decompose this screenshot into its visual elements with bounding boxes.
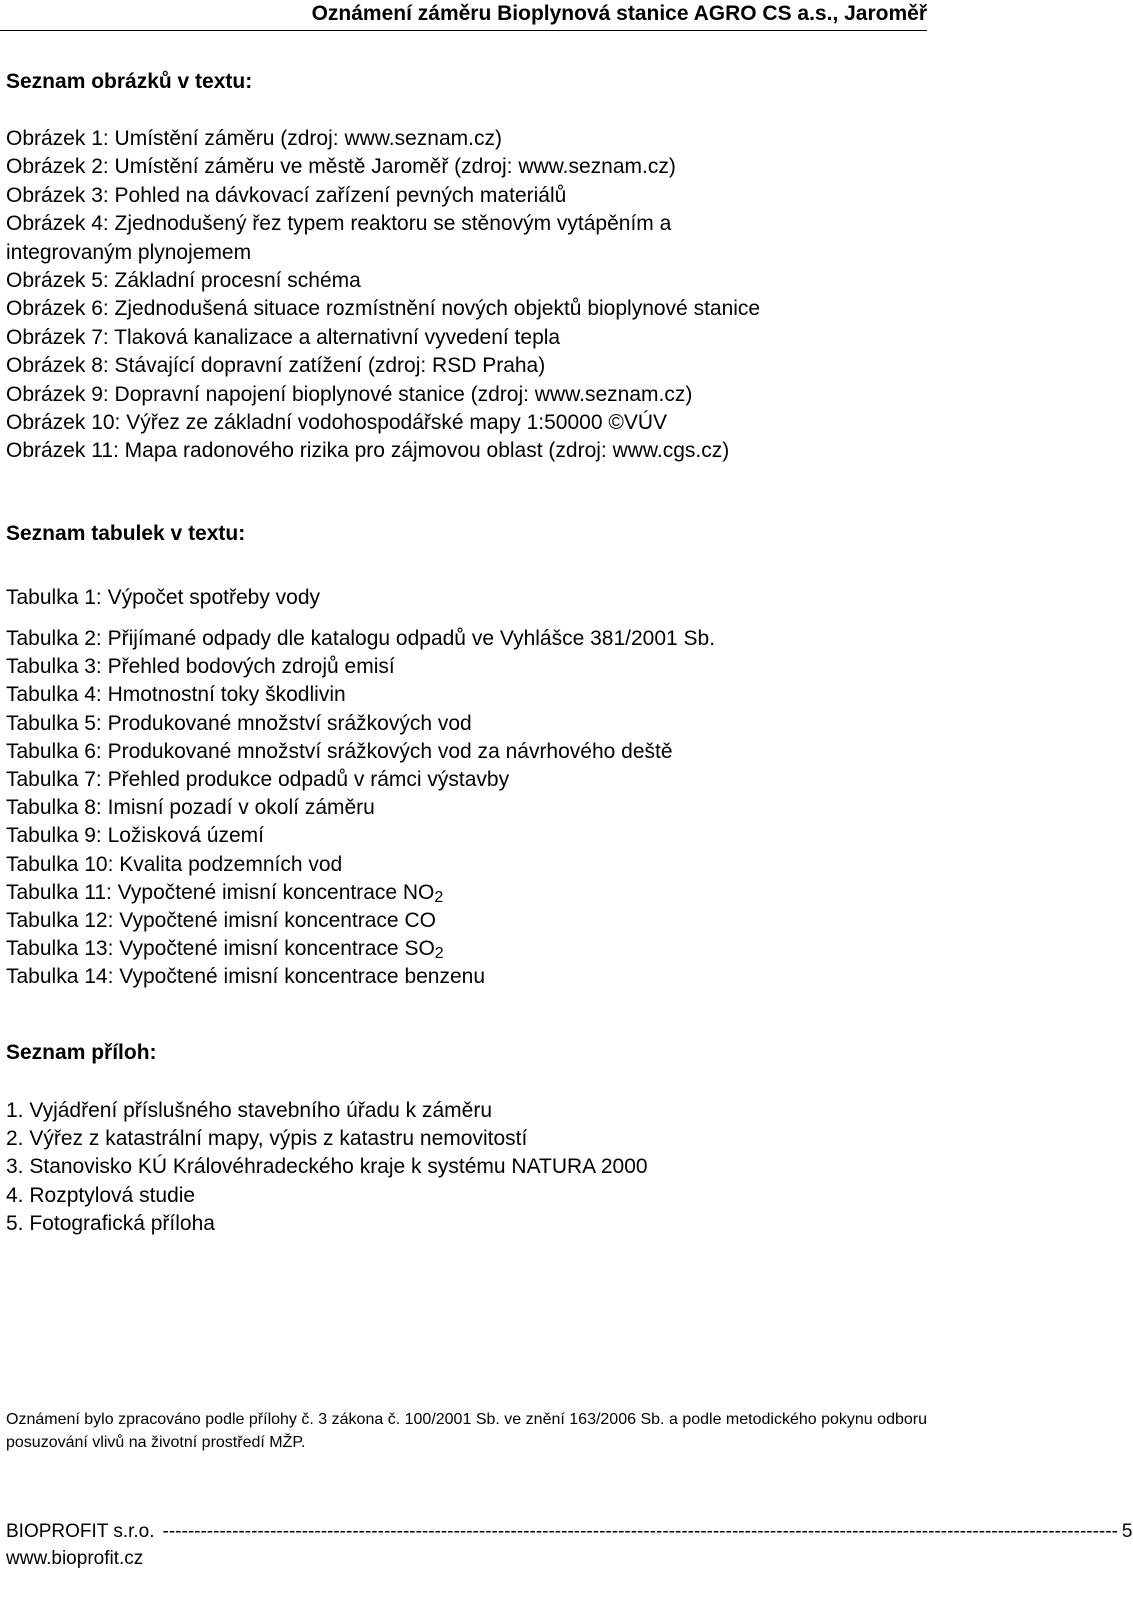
list-item-text: Tabulka 13: Vypočtené imisní koncentrace SO: [6, 937, 435, 961]
list-item: Obrázek 1: Umístění záměru (zdroj: www.seznam.cz): [6, 127, 502, 150]
list-item: Tabulka 14: Vypočtené imisní koncentrace benzenu: [6, 965, 486, 989]
subscript: 2: [434, 945, 444, 963]
list-item: [6, 935, 715, 963]
list-item-text: Tabulka 11: Vypočtené imisní koncentrace NO: [6, 880, 435, 904]
footer-line: [6, 1518, 1133, 1545]
list-item: Tabulka 7: Přehled produkce odpadů v rámci výstavby: [6, 767, 510, 791]
page-number: 5: [1121, 1521, 1133, 1542]
list-item: Obrázek 7: Tlaková kanalizace a alternativní vyvedení tepla: [6, 325, 561, 349]
figures-heading: Seznam obrázků v textu:: [6, 70, 253, 93]
list-item: Obrázek 6: Zjednodušená situace rozmístnění nových objektů bioplynové stanice: [6, 297, 761, 321]
list-item: Tabulka 2: Přijímané odpady dle katalogu odpadů ve Vyhlášce 381/2001 Sb.: [6, 627, 716, 650]
list-item: Tabulka 12: Vypočtené imisní koncentrace CO: [6, 908, 436, 932]
page-header: [0, 0, 927, 31]
list-item: Tabulka 8: Imisní pozadí v okolí záměru: [6, 796, 375, 820]
list-item: [6, 210, 927, 238]
tables-first-list: [6, 584, 320, 612]
list-item: Tabulka 1: Výpočet spotřeby vody: [6, 586, 321, 609]
list-item: Obrázek 5: Základní procesní schéma: [6, 268, 361, 292]
list-item: [6, 879, 715, 907]
list-item: Obrázek 3: Pohled na dávkovací zařízení pevných materiálů: [6, 183, 567, 207]
list-item: 4. Rozptylová studie: [6, 1183, 196, 1207]
list-item: Obrázek 2: Umístění záměru ve městě Jaroměř (zdroj: www.seznam.cz): [6, 155, 676, 179]
appendices-heading: Seznam příloh:: [6, 1041, 157, 1064]
footer-company: BIOPROFIT s.r.o.: [6, 1521, 155, 1542]
list-item: Tabulka 5: Produkované množství srážkových vod: [6, 711, 472, 735]
list-item: Tabulka 4: Hmotnostní toky škodlivin: [6, 683, 346, 707]
list-item: Obrázek 11: Mapa radonového rizika pro zájmovou oblast (zdroj: www.cgs.cz): [6, 439, 730, 463]
footer-website[interactable]: www.bioprofit.cz: [6, 1548, 144, 1569]
legal-note: Oznámení bylo zpracováno podle přílohy č. 3 zákona č. 100/2001 Sb. ve znění 163/2006 Sb. a podle metodického pokynu odboru posuzování vlivů na životní prostředí MŽP.: [6, 1411, 927, 1451]
figures-list: [6, 125, 927, 466]
list-item: Obrázek 8: Stávající dopravní zatížení (zdroj: RSD Praha): [6, 354, 546, 378]
list-item: Obrázek 9: Dopravní napojení bioplynové stanice (zdroj: www.seznam.cz): [6, 382, 693, 406]
footer-dashes: -------------------------------------------------------------------------------------------------------------------------------------------------------: [162, 1521, 1118, 1542]
list-item: Tabulka 3: Přehled bodových zdrojů emisí: [6, 655, 395, 679]
appendices-list: [6, 1097, 648, 1238]
tables-list: [6, 625, 715, 991]
list-item: 3. Stanovisko KÚ Královéhradeckého kraje k systému NATURA 2000: [6, 1155, 648, 1179]
list-item: integrovaným plynojemem: [6, 240, 252, 264]
tables-heading: Seznam tabulek v textu:: [6, 522, 246, 545]
list-item: 5. Fotografická příloha: [6, 1211, 215, 1235]
list-item: 1. Vyjádření příslušného stavebního úřadu k záměru: [6, 1099, 493, 1122]
list-item-text: Obrázek 4: Zjednodušený řez typem reaktoru se stěnovým vytápěním a: [6, 212, 672, 236]
list-item: Obrázek 10: Výřez ze základní vodohospodářské mapy 1:50000 ©VÚV: [6, 410, 668, 434]
list-item: Tabulka 6: Produkované množství srážkových vod za návrhového deště: [6, 739, 673, 763]
header-title: Oznámení záměru Bioplynová stanice AGRO CS a.s., Jaroměř: [311, 2, 927, 25]
list-item: Tabulka 10: Kvalita podzemních vod: [6, 852, 343, 876]
page-footer: [6, 1518, 1133, 1572]
list-item: 2. Výřez z katastrální mapy, výpis z katastru nemovitostí: [6, 1127, 528, 1151]
subscript: 2: [434, 888, 444, 906]
list-item: Tabulka 9: Ložisková území: [6, 824, 264, 848]
